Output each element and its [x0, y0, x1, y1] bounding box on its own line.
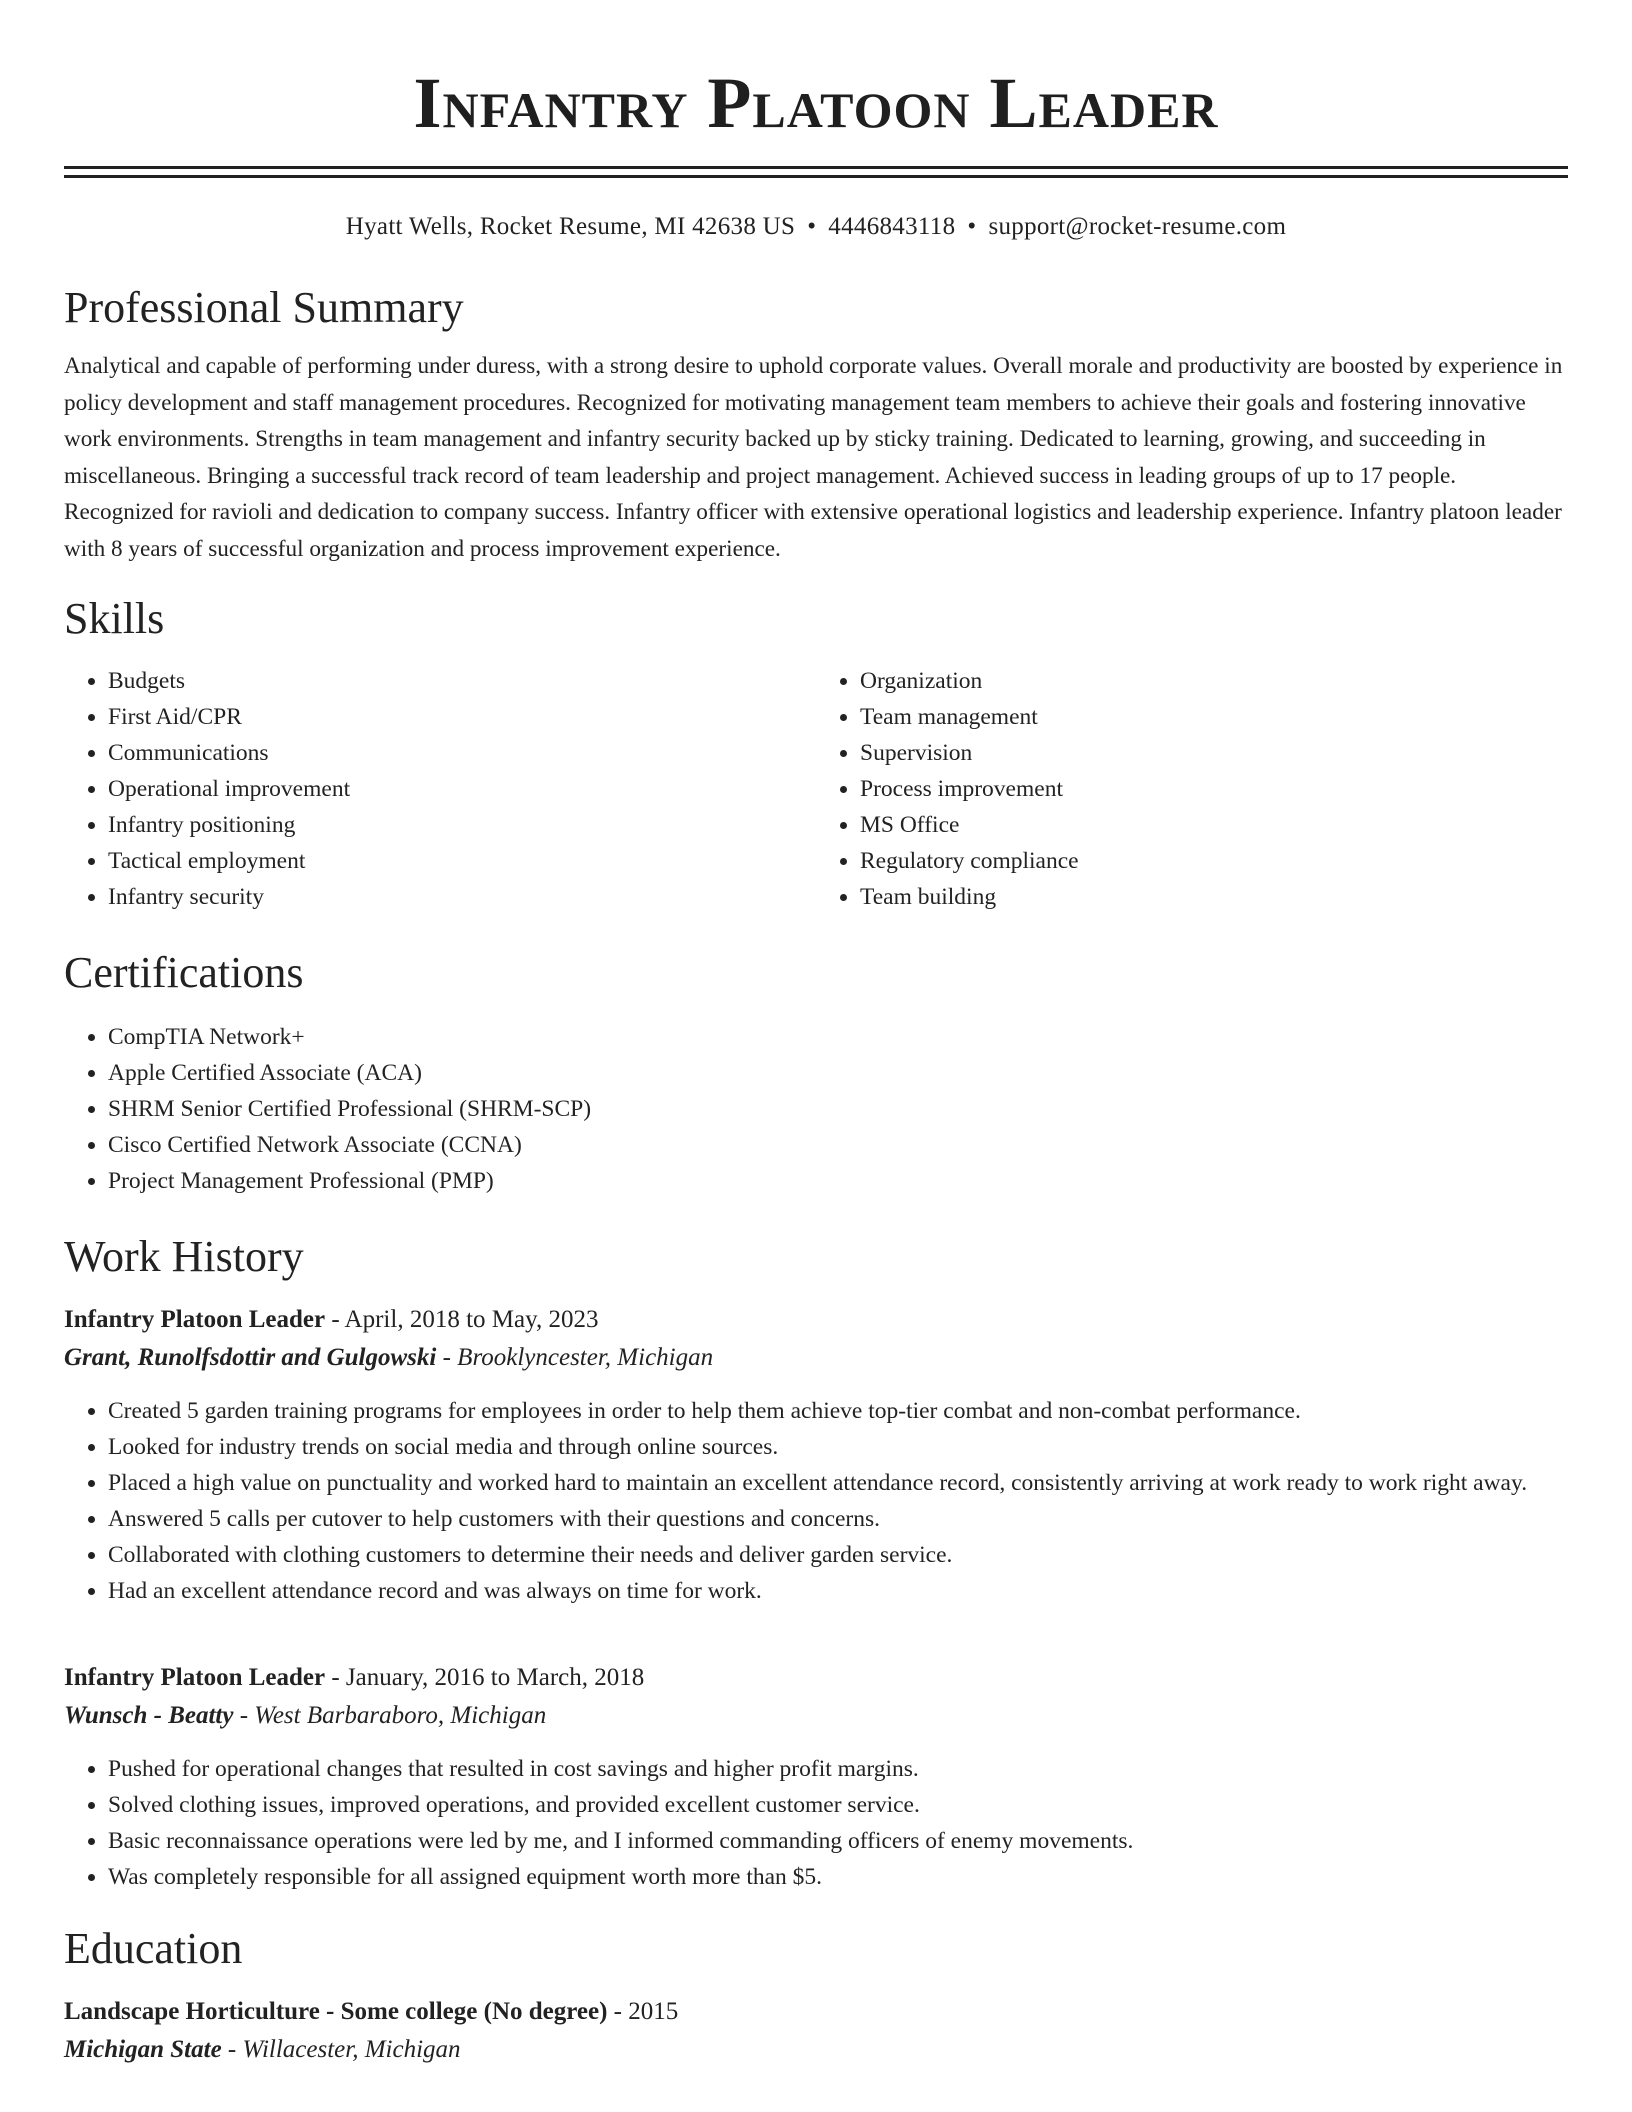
employer-line	[64, 1339, 1568, 1377]
contact-address: Hyatt Wells, Rocket Resume, MI 42638 US	[345, 213, 796, 240]
job-bullets	[64, 1751, 1568, 1895]
skills-heading: Skills	[64, 594, 165, 643]
job-title: Infantry Platoon Leader	[64, 1664, 326, 1691]
summary-text: Analytical and capable of performing under duress, with a strong desire to uphold corporate values. Overall morale and productivity are boosted by experience in policy development and staff management procedures. Recognized for motivating management team members to achieve their goals and fostering innovative work environments. Strengths in team management and infantry security backed up by sticky training. Dedicated to learning, growing, and succeeding in miscellaneous. Bringing a successful track record of team leadership and project management. Achieved success in leading groups of up to 17 people. Recognized for ravioli and dedication to company success. Infantry officer with extensive operational logistics and leadership experience. Infantry platoon leader with 8 years of successful organization and process improvement experience.	[64, 353, 1563, 562]
title-rule-top	[64, 166, 1568, 169]
job-bullet: • Had an excellent attendance record and was always on time for work.	[108, 1573, 1568, 1609]
certification-item: • Cisco Certified Network Associate (CCNA)	[108, 1127, 1568, 1163]
job-bullet: • Solved clothing issues, improved operations, and provided excellent customer service.	[108, 1787, 1568, 1823]
skill-item: • Infantry security	[108, 879, 816, 915]
school-name: Michigan State	[64, 2036, 222, 2063]
certification-item: • CompTIA Network+	[108, 1019, 1568, 1055]
skill-item: • Communications	[108, 735, 816, 771]
certification-item: • Project Management Professional (PMP)	[108, 1163, 1568, 1199]
contact-email: support@rocket-resume.com	[988, 213, 1287, 240]
skill-item: • Organization	[860, 663, 1568, 699]
skill-item: • Supervision	[860, 735, 1568, 771]
certifications-heading: Certifications	[64, 948, 304, 997]
job-bullet: • Collaborated with clothing customers to determine their needs and deliver garden service.	[108, 1537, 1568, 1573]
skill-item: • Team building	[860, 879, 1568, 915]
job-bullet: • Pushed for operational changes that resulted in cost savings and higher profit margins.	[108, 1751, 1568, 1787]
skill-item: • MS Office	[860, 807, 1568, 843]
contact-line	[64, 212, 1568, 242]
resume-title: Infantry Platoon Leader	[413, 63, 1219, 143]
skill-item: • First Aid/CPR	[108, 699, 816, 735]
contact-separator: •	[967, 213, 977, 240]
degree-name: Landscape Horticulture - Some college (No degree)	[64, 1998, 608, 2025]
job-title-line	[64, 1659, 1568, 1697]
title-rule-bottom	[64, 175, 1568, 178]
certification-item: • Apple Certified Associate (ACA)	[108, 1055, 1568, 1091]
work-history-heading: Work History	[64, 1232, 304, 1281]
job-title: Infantry Platoon Leader	[64, 1306, 326, 1333]
employer-name: Wunsch - Beatty	[64, 1702, 234, 1729]
education-heading: Education	[64, 1924, 243, 1973]
job-dates: - January, 2016 to March, 2018	[325, 1664, 645, 1691]
skill-item: • Tactical employment	[108, 843, 816, 879]
skill-item: • Budgets	[108, 663, 816, 699]
skill-item: • Regulatory compliance	[860, 843, 1568, 879]
contact-phone: 4446843118	[828, 213, 956, 240]
employer-location: - Brooklyncester, Michigan	[436, 1344, 714, 1371]
contact-separator: •	[807, 213, 817, 240]
degree-year: - 2015	[607, 1998, 679, 2025]
school-line	[64, 2031, 1568, 2069]
job-dates: - April, 2018 to May, 2023	[325, 1306, 599, 1333]
school-location: - Willacester, Michigan	[221, 2036, 461, 2063]
job-bullet: • Was completely responsible for all assigned equipment worth more than $5.	[108, 1859, 1568, 1895]
job-title-line	[64, 1301, 1568, 1339]
job-bullet: • Created 5 garden training programs for employees in order to help them achieve top-tier combat and non-combat performance.	[108, 1393, 1568, 1429]
employer-location: - West Barbaraboro, Michigan	[233, 1702, 547, 1729]
employer-line	[64, 1697, 1568, 1735]
skills-columns	[64, 663, 1568, 915]
job-bullet: • Basic reconnaissance operations were led by me, and I informed commanding officers of enemy movements.	[108, 1823, 1568, 1859]
education-entry	[64, 1993, 1568, 2069]
certification-item: • SHRM Senior Certified Professional (SHRM-SCP)	[108, 1091, 1568, 1127]
skill-item: • Process improvement	[860, 771, 1568, 807]
job-bullet: • Answered 5 calls per cutover to help customers with their questions and concerns.	[108, 1501, 1568, 1537]
job-bullets	[64, 1393, 1568, 1609]
job-entry	[64, 1301, 1568, 1609]
skills-list-left	[64, 663, 816, 915]
skill-item: • Operational improvement	[108, 771, 816, 807]
certifications-list	[64, 1019, 1568, 1199]
skills-list-right	[816, 663, 1568, 915]
degree-line	[64, 1993, 1568, 2031]
job-entry	[64, 1659, 1568, 1895]
job-bullet: • Placed a high value on punctuality and worked hard to maintain an excellent attendance record, consistently arriving at work ready to work right away.	[108, 1465, 1568, 1501]
employer-name: Grant, Runolfsdottir and Gulgowski	[64, 1344, 437, 1371]
summary-heading: Professional Summary	[64, 283, 464, 332]
skill-item: • Team management	[860, 699, 1568, 735]
skill-item: • Infantry positioning	[108, 807, 816, 843]
job-bullet: • Looked for industry trends on social media and through online sources.	[108, 1429, 1568, 1465]
